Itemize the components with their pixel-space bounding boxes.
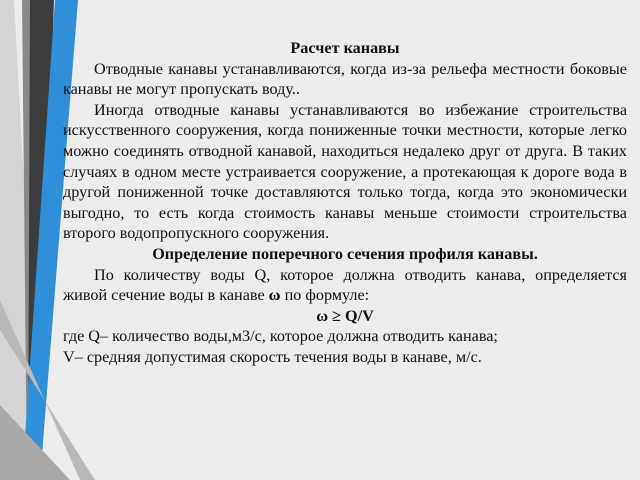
paragraph-1: Отводные канавы устанавливаются, когда из-за рельефа местности боковые канавы не могут пропускать воду..	[63, 59, 627, 99]
definition-q: где Q– количество воды,м3/с, которое должна отводить канава;	[63, 327, 498, 346]
slide-title: Расчет канавы	[290, 39, 400, 57]
paragraph-2: Иногда отводные канавы устанавливаются во избежание строительства искусственного сооружения, когда пониженные точки местности, которые легко можно соединять отводной канавой, находиться недалеко друг от друга. В таких случаях в одном месте устраивается сооружение, а протекающая к дороге вода в другой пониженной точке доставляются только тогда, когда это экономически выгодно, то есть когда стоимость канавы меньше стоимости строительства второго водопропускного сооружения.	[63, 100, 627, 243]
text-content	[63, 38, 627, 368]
omega-symbol: ω	[268, 286, 281, 305]
paragraph-3-text: По количеству воды Q, которое должна отводить канава, определяется живой сечение воды в канаве	[63, 265, 627, 305]
paragraph-3-tail: по формуле:	[280, 286, 370, 305]
formula: ω ≥ Q/V	[316, 306, 374, 325]
paragraph-3	[63, 265, 627, 306]
definition-v: V– средняя допустимая скорость течения воды в канаве, м/с.	[63, 347, 482, 366]
slide-subtitle: Определение поперечного сечения профиля канавы.	[152, 244, 538, 263]
